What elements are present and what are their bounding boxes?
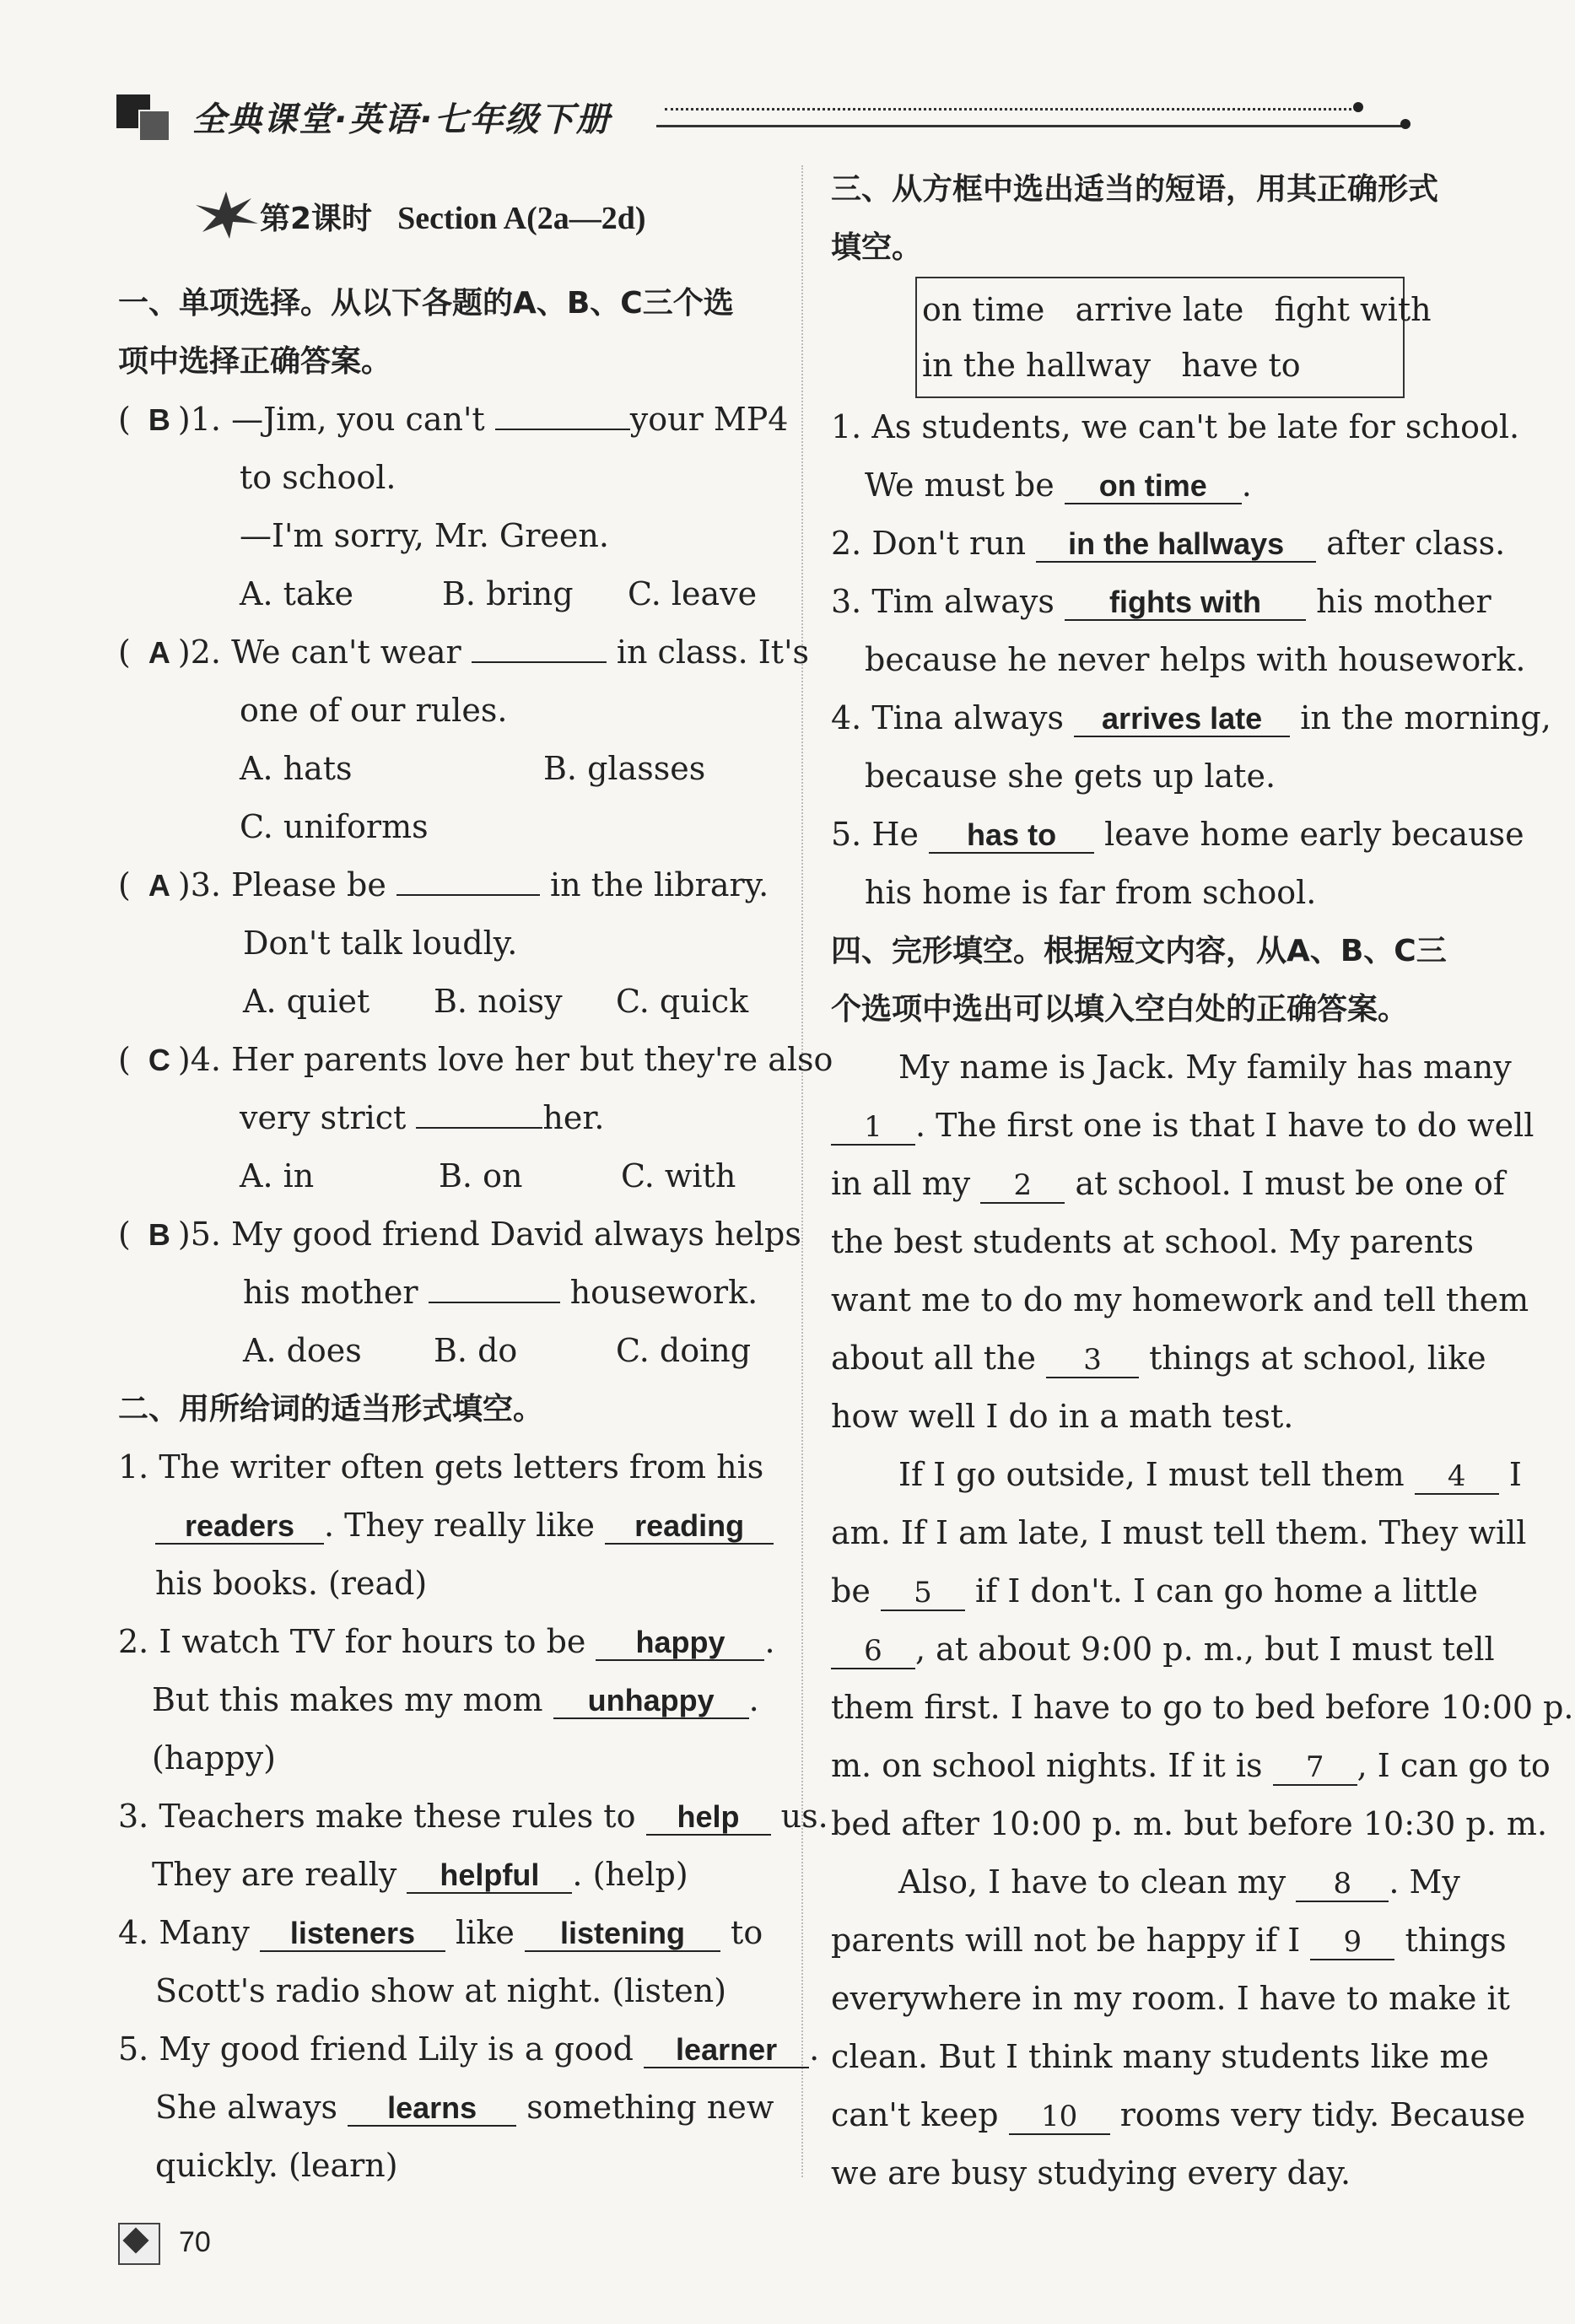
options	[118, 1322, 776, 1380]
sentence-text: his books. (read)	[155, 1565, 428, 1602]
options	[118, 973, 776, 1031]
sentence-text: us.	[780, 1798, 828, 1835]
passage-line: am. If I am late, I must tell them. They will	[831, 1514, 1527, 1551]
phrase-box-row	[922, 337, 1403, 393]
sentence-text: She always	[155, 2089, 338, 2126]
passage-line: clean. But I think many students like me	[831, 2038, 1490, 2075]
part3-heading: 三、从方框中选出适当的短语，用其正确形式	[831, 172, 1439, 207]
header-title: 全典课堂·英语·七年级下册	[192, 100, 612, 139]
page-number: 70	[179, 2226, 211, 2258]
sentence-text: 3. Tim always	[831, 583, 1054, 620]
phrase: fight with	[1274, 291, 1432, 328]
sentence-text: . (help)	[572, 1856, 688, 1893]
cloze-blank: 7	[1273, 1750, 1357, 1786]
question-text	[118, 1089, 776, 1147]
answer-blank	[396, 894, 540, 896]
question-text: )5. My good friend David always helps	[177, 1216, 801, 1253]
sentence-text	[831, 689, 1551, 747]
passage-text: things at school, like	[1149, 1340, 1486, 1377]
header-rule	[656, 125, 1407, 127]
phrase-box	[915, 277, 1432, 398]
sentence-text: 1. The writer often gets letters from his	[118, 1448, 764, 1486]
passage-text: , I can go to	[1357, 1747, 1551, 1784]
sentence-text: (happy)	[152, 1739, 276, 1777]
question-text: Don't talk loudly.	[243, 925, 518, 962]
sentence-text: Scott's radio show at night. (listen)	[155, 1972, 727, 2009]
answer-blank: unhappy	[553, 1684, 749, 1719]
passage-line	[831, 1620, 1495, 1679]
answer-blank: learner	[644, 2033, 809, 2068]
passage-text: parents will not be happy if I	[831, 1922, 1301, 1959]
sentence-text	[118, 1787, 828, 1846]
option-c: C. leave	[628, 575, 758, 612]
passage-line	[831, 1912, 1507, 1970]
question-text: )4. Her parents love her but they're also	[177, 1041, 833, 1078]
passage-text: about all the	[831, 1340, 1036, 1377]
answer-mark: A	[148, 635, 170, 670]
left-column	[118, 181, 833, 2195]
sentence-text: in the morning,	[1300, 699, 1551, 736]
answer-blank: listeners	[260, 1917, 445, 1952]
part1-heading: 一、单项选择。从以下各题的A、B、C三个选	[118, 286, 734, 321]
diamond-icon	[118, 2223, 160, 2265]
answer-blank: helpful	[407, 1858, 572, 1894]
question-1: ( B )1. —Jim, you can't your MP4	[118, 391, 776, 449]
passage-text: can't keep	[831, 2096, 999, 2133]
question-3: ( A )3. Please be in the library.	[118, 856, 776, 914]
star-icon	[192, 190, 260, 240]
sentence-text: quickly. (learn)	[155, 2147, 398, 2184]
phrase-box-row	[922, 282, 1432, 337]
option-b: B. noisy	[434, 983, 563, 1020]
question-text: —I'm sorry, Mr. Green.	[240, 517, 609, 554]
answer-blank	[429, 1302, 560, 1303]
answer-mark: C	[148, 1043, 170, 1077]
option-b: B. bring	[442, 575, 574, 612]
sentence-text: 4. Many	[118, 1914, 250, 1951]
passage-line	[831, 1329, 1489, 1388]
answer-blank: help	[646, 1800, 771, 1836]
passage-text: . The first one is that I have to do well	[915, 1107, 1535, 1144]
answer-blank: on time	[1065, 469, 1242, 504]
cloze-blank: 6	[831, 1634, 915, 1669]
sentence-text: 4. Tina always	[831, 699, 1065, 736]
question-text	[118, 1264, 776, 1322]
option-b: B. on	[439, 1157, 523, 1194]
question-5: ( B )5. My good friend David always helps	[118, 1205, 776, 1264]
sentence-text: to	[731, 1914, 763, 1951]
cloze-blank: 8	[1296, 1867, 1389, 1902]
sentence-text: But this makes my mom	[152, 1681, 543, 1718]
passage-text: in all my	[831, 1165, 971, 1202]
option-a: A. in	[240, 1157, 315, 1194]
question-text: )1. —Jim, you can't	[177, 401, 485, 438]
passage-text: . My	[1389, 1863, 1460, 1901]
sentence-text: his mother	[1316, 583, 1491, 620]
sentence-text: something new	[526, 2089, 774, 2126]
option-b: B. glasses	[543, 750, 706, 787]
question-text: his mother	[243, 1274, 418, 1311]
sentence-text: 3. Teachers make these rules to	[118, 1798, 636, 1835]
part3-heading: 填空。	[831, 230, 923, 265]
cloze-blank: 9	[1310, 1925, 1394, 1960]
column-divider	[801, 165, 803, 2177]
cloze-blank: 1	[831, 1110, 915, 1146]
answer-blank: listening	[525, 1917, 720, 1952]
sentence-text	[831, 806, 1524, 864]
answer-blank: readers	[155, 1509, 324, 1545]
sentence-text: like	[456, 1914, 515, 1951]
page-header	[116, 91, 1407, 150]
answer-mark: A	[148, 868, 170, 903]
cloze-blank: 4	[1415, 1459, 1499, 1495]
passage-line: we are busy studying every day.	[831, 2154, 1351, 2192]
sentence-text	[118, 1904, 776, 1962]
passage-line	[831, 1562, 1489, 1620]
option-c: C. doing	[616, 1332, 752, 1369]
passage-line	[831, 1155, 1505, 1213]
cloze-blank: 10	[1009, 2100, 1110, 2135]
cloze-blank: 2	[980, 1168, 1065, 1204]
sentence-text: his home is far from school.	[865, 874, 1317, 911]
question-text: your MP4	[629, 401, 789, 438]
phrase: on time	[922, 291, 1045, 328]
sentence-text: But this makes my mom unhappy .	[152, 1681, 759, 1718]
sentence-text: . They really like	[324, 1507, 595, 1544]
answer-blank: in the hallways	[1036, 527, 1316, 563]
passage-text: rooms very tidy. Because	[1119, 2096, 1526, 2133]
phrase: arrive late	[1075, 291, 1244, 328]
passage-text: if I don't. I can go home a little	[975, 1572, 1478, 1610]
right-column	[831, 160, 1574, 2203]
passage-line	[831, 1737, 1551, 1795]
passage-text: I	[1508, 1456, 1522, 1493]
option-a: A. quiet	[243, 983, 370, 1020]
sentence-text: 2. I watch TV for hours to be happy .	[118, 1623, 775, 1660]
passage-line	[831, 1853, 1489, 1912]
sentence-text: 2. I watch TV for hours to be	[118, 1623, 586, 1660]
question-4: ( C )4. Her parents love her but they're also	[118, 1031, 776, 1089]
question-text: )2. We can't wear	[177, 634, 461, 671]
passage-text: If I go outside, I must tell them	[898, 1456, 1405, 1493]
phrase: in the hallway	[922, 347, 1152, 384]
option-c: C. quick	[616, 983, 749, 1020]
sentence-text	[118, 1846, 776, 1904]
question-text: )3. Please be	[177, 866, 386, 903]
option-a: A. hats	[240, 750, 353, 787]
passage-text: be	[831, 1572, 871, 1610]
passage-line	[831, 1446, 1522, 1504]
question-text: housework.	[569, 1274, 758, 1311]
part1-heading: 项中选择正确答案。	[118, 344, 392, 379]
passage-line: the best students at school. My parents	[831, 1223, 1475, 1260]
answer-blank: learns	[348, 2091, 516, 2127]
lesson-title-row	[118, 181, 776, 274]
question-text: to school.	[240, 459, 396, 496]
answer-blank: has to	[929, 818, 1094, 854]
sentence-text: 1. As students, we can't be late for school.	[831, 408, 1520, 445]
sentence-text: leave home early because	[1104, 816, 1524, 853]
sentence-text: 5. He	[831, 816, 919, 853]
answer-blank	[472, 661, 607, 663]
phrase: have to	[1181, 347, 1301, 384]
passage-line: everywhere in my room. I have to make it	[831, 1980, 1510, 2017]
question-text: her.	[542, 1099, 605, 1136]
question-text: in class. It's	[616, 634, 810, 671]
answer-blank: fights with	[1065, 585, 1306, 621]
sentence-text: 5. My good friend Lily is a good learner .	[118, 2030, 820, 2068]
passage-text: m. on school nights. If it is	[831, 1747, 1263, 1784]
passage-line	[831, 2086, 1526, 2144]
option-b: B. do	[434, 1332, 518, 1369]
options	[118, 740, 776, 798]
option-c: C. uniforms	[240, 808, 429, 845]
options	[118, 1147, 776, 1205]
passage-text: Also, I have to clean my	[898, 1863, 1286, 1901]
sentence-text: because he never helps with housework.	[865, 641, 1526, 678]
option-a: A. take	[240, 575, 354, 612]
answer-mark: B	[148, 1217, 170, 1252]
question-text: very strict	[240, 1099, 407, 1136]
passage-text: at school. I must be one of	[1075, 1165, 1505, 1202]
lesson-section: Section A(2a—2d)	[397, 201, 646, 236]
part2-heading: 二、用所给词的适当形式填空。	[118, 1392, 544, 1426]
passage-text: things	[1405, 1922, 1507, 1959]
question-text: one of our rules.	[240, 692, 508, 729]
sentence-text: We must be	[865, 466, 1054, 504]
sentence-text: 5. My good friend Lily is a good	[118, 2030, 634, 2068]
header-dotted-rule	[665, 108, 1357, 111]
header-dot	[1353, 102, 1363, 112]
lesson-number: 第2课时	[260, 202, 373, 236]
answer-blank: reading	[605, 1509, 774, 1545]
part4-heading: 四、完形填空。根据短文内容，从A、B、C三	[831, 934, 1447, 968]
passage-line: My name is Jack. My family has many	[898, 1049, 1512, 1086]
passage-line: them first. I have to go to bed before 10:00 p.	[831, 1689, 1574, 1726]
passage-line: want me to do my homework and tell them	[831, 1281, 1529, 1318]
sentence-text: because she gets up late.	[865, 758, 1276, 795]
sentence-text: We must be on time .	[865, 466, 1252, 504]
option-c: C. with	[621, 1157, 736, 1194]
sentence-text	[831, 515, 1506, 573]
passage-line: how well I do in a math test.	[831, 1398, 1294, 1435]
sentence-text: They are really	[152, 1856, 397, 1893]
sentence-text	[118, 1496, 776, 1555]
sentence-text	[831, 573, 1489, 631]
header-dot	[1400, 119, 1410, 129]
answer-mark: B	[148, 402, 170, 437]
sentence-text: 2. Don't run	[831, 525, 1027, 562]
lesson-title	[260, 195, 646, 238]
sentence-text	[118, 2079, 776, 2137]
answer-blank: happy	[596, 1626, 764, 1661]
passage-text: , at about 9:00 p. m., but I must tell	[915, 1631, 1495, 1668]
passage-line: bed after 10:00 p. m. but before 10:30 p. m.	[831, 1805, 1548, 1842]
cloze-blank: 3	[1046, 1343, 1139, 1378]
answer-blank	[416, 1127, 542, 1129]
answer-blank: arrives late	[1074, 702, 1290, 737]
cloze-blank: 5	[881, 1576, 965, 1611]
question-text: in the library.	[550, 866, 769, 903]
answer-blank	[495, 429, 630, 430]
passage-line	[831, 1097, 1535, 1155]
sentence-text: after class.	[1326, 525, 1506, 562]
option-a: A. does	[243, 1332, 362, 1369]
options	[118, 565, 776, 623]
header-logo-square-inner	[138, 110, 170, 142]
question-2: ( A )2. We can't wear in class. It's	[118, 623, 776, 682]
part4-heading: 个选项中选出可以填入空白处的正确答案。	[831, 992, 1409, 1027]
